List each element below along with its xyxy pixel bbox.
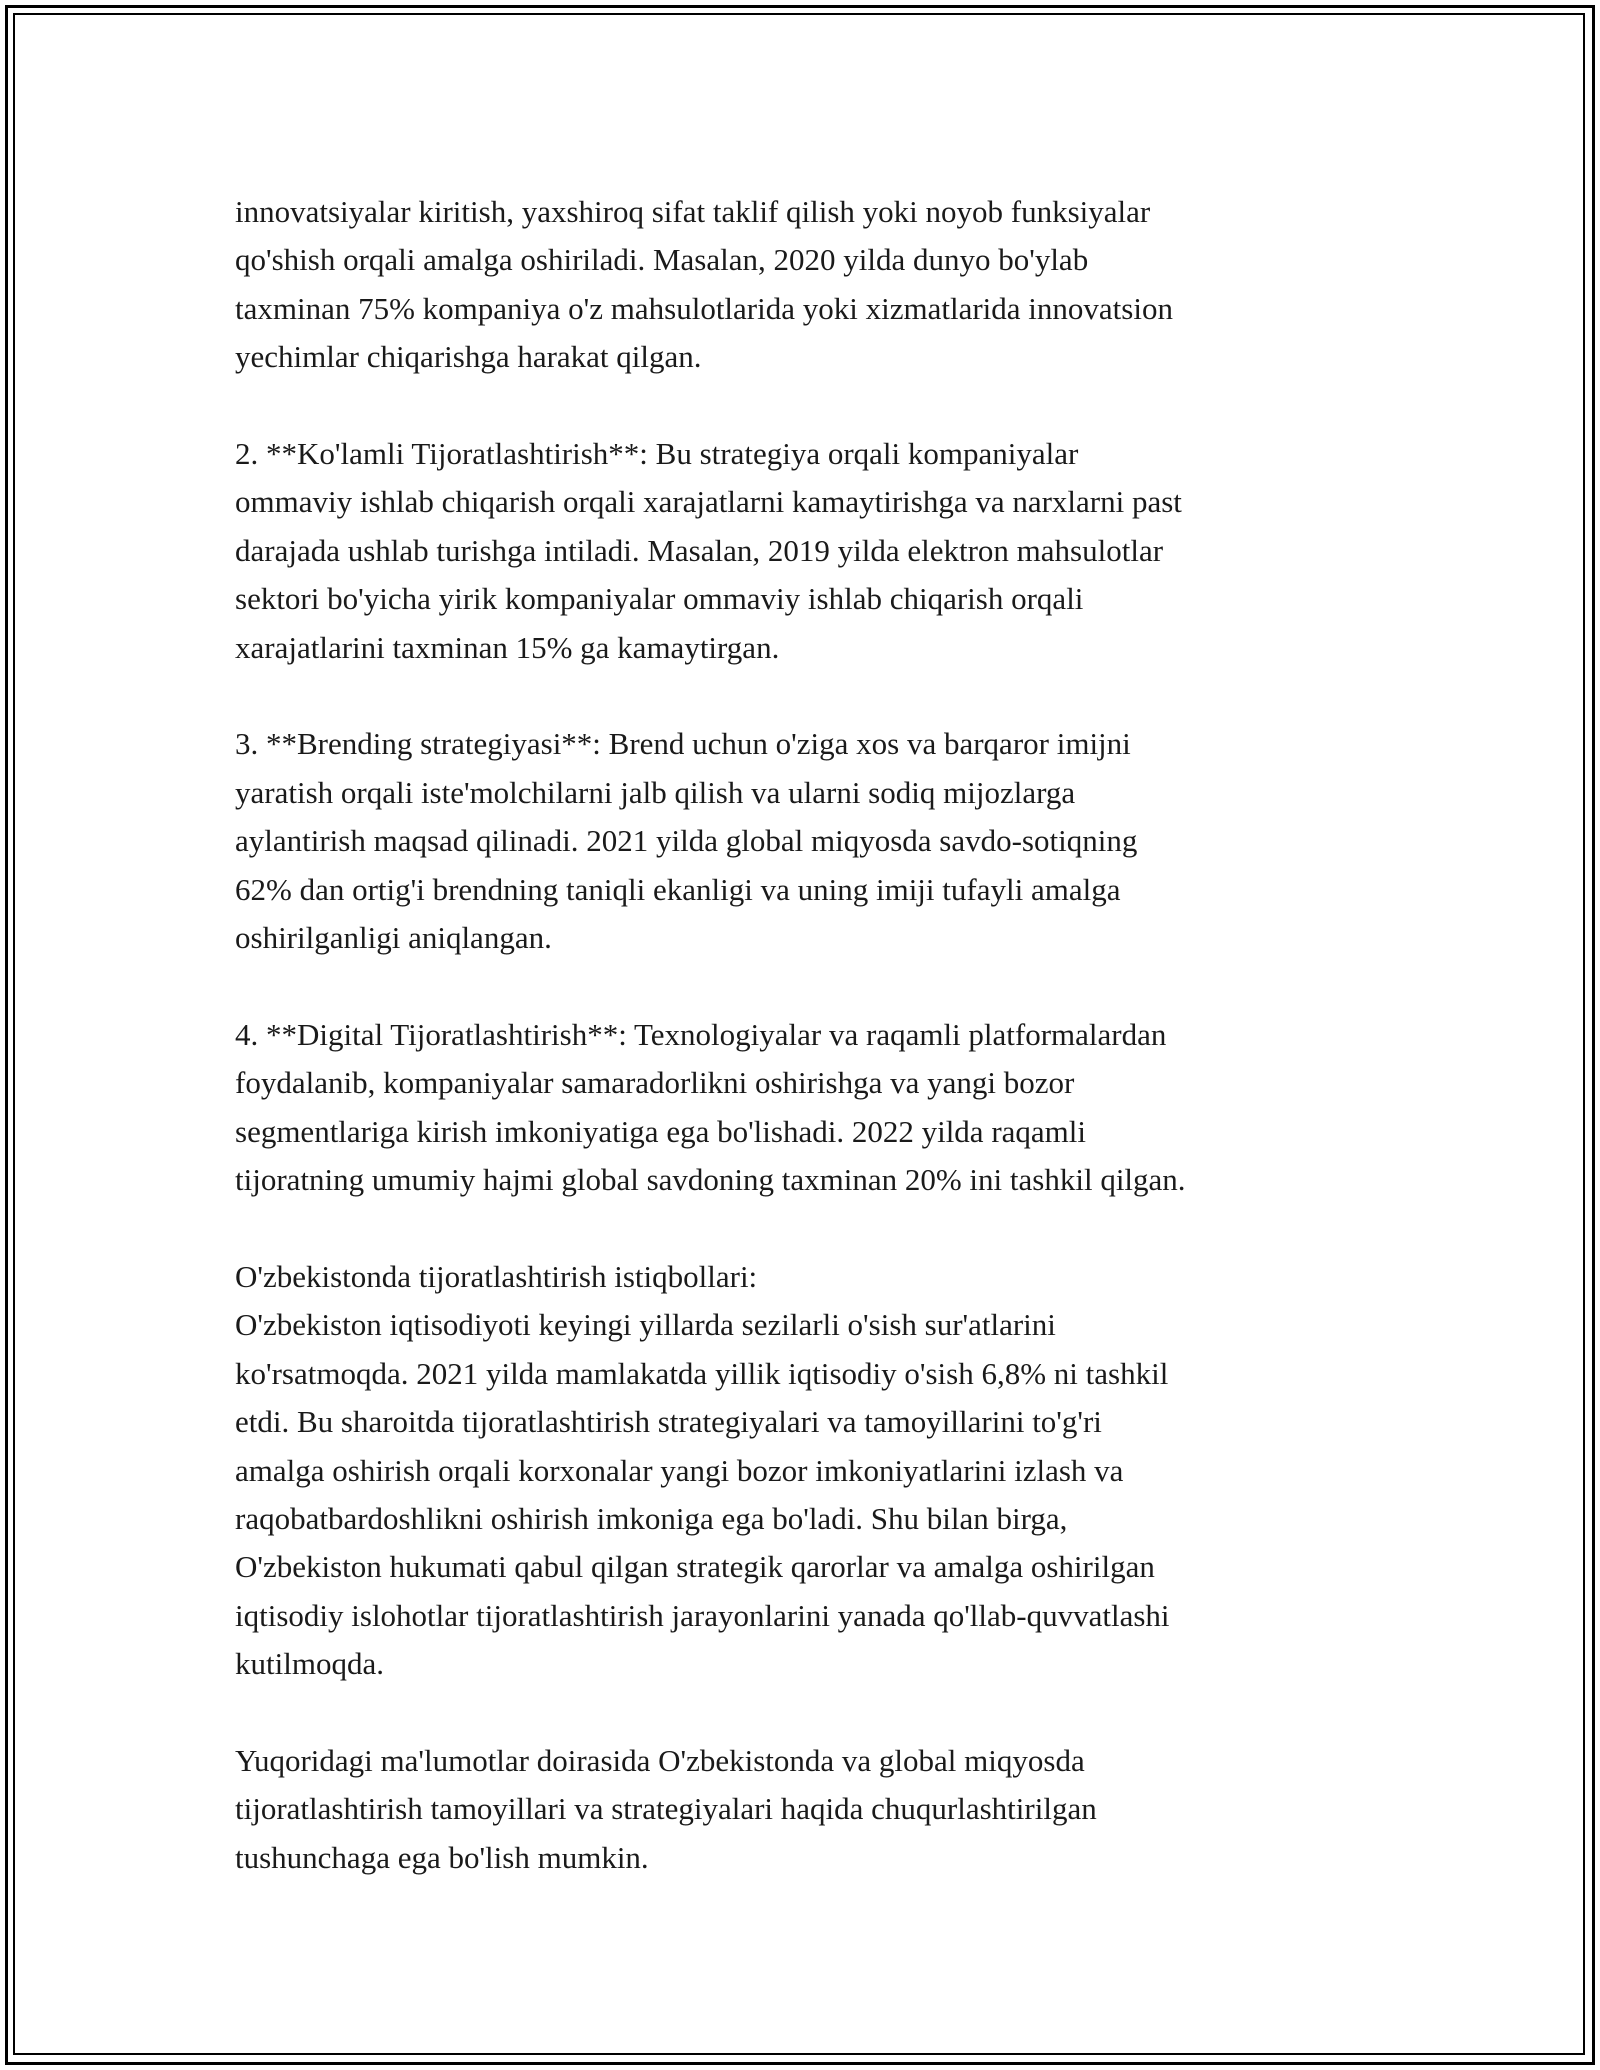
paragraph-scale-commercialization	[235, 430, 1385, 672]
text-line: tijoratning umumiy hajmi global savdoning taxminan 20% ini tashkil qilgan.	[235, 1162, 1186, 1198]
paragraph-digital-commercialization	[235, 1011, 1385, 1205]
text-line: 62% dan ortig'i brendning taniqli ekanligi va uning imiji tufayli amalga	[235, 871, 1121, 907]
text-line: darajada ushlab turishga intiladi. Masalan, 2019 yilda elektron mahsulotlar	[235, 532, 1164, 568]
text-line: O'zbekiston iqtisodiyoti keyingi yillarda sezilarli o'sish sur'atlarini	[235, 1307, 1056, 1343]
text-line: Yuqoridagi ma'lumotlar doirasida O'zbekistonda va global miqyosda	[235, 1742, 1085, 1778]
text-line: ommaviy ishlab chiqarish orqali xarajatlarni kamaytirishga va narxlarni past	[235, 484, 1182, 520]
text-line: 3. **Brending strategiyasi**: Brend uchun o'ziga xos va barqaror imijni	[235, 726, 1131, 762]
paragraph-branding-strategy	[235, 720, 1385, 962]
text-line: aylantirish maqsad qilinadi. 2021 yilda global miqyosda savdo-sotiqning	[235, 823, 1138, 859]
text-line: iqtisodiy islohotlar tijoratlashtirish jarayonlarini yanada qo'llab-quvvatlashi	[235, 1597, 1170, 1633]
text-line: raqobatbardoshlikni oshirish imkoniga ega bo'ladi. Shu bilan birga,	[235, 1500, 1068, 1536]
text-line: O'zbekistonda tijoratlashtirish istiqbollari:	[235, 1258, 758, 1294]
text-line: qo'shish orqali amalga oshiriladi. Masalan, 2020 yilda dunyo bo'ylab	[235, 242, 1089, 278]
paragraph-uzbekistan-prospects	[235, 1253, 1385, 1689]
text-line: sektori bo'yicha yirik kompaniyalar ommaviy ishlab chiqarish orqali	[235, 581, 1084, 617]
document-body	[235, 188, 1385, 1882]
text-line: kutilmoqda.	[235, 1646, 384, 1682]
text-line: tushunchaga ega bo'lish mumkin.	[235, 1839, 649, 1875]
text-line: oshirilganligi aniqlangan.	[235, 920, 552, 956]
text-line: taxminan 75% kompaniya o'z mahsulotlarida yoki xizmatlarida innovatsion	[235, 290, 1173, 326]
text-line: yaratish orqali iste'molchilarni jalb qilish va ularni sodiq mijozlarga	[235, 774, 1076, 810]
text-line: amalga oshirish orqali korxonalar yangi bozor imkoniyatlarini izlash va	[235, 1452, 1124, 1488]
paragraph-conclusion	[235, 1737, 1385, 1882]
text-line: 2. **Ko'lamli Tijoratlashtirish**: Bu strategiya orqali kompaniyalar	[235, 436, 1079, 472]
text-line: segmentlariga kirish imkoniyatiga ega bo'lishadi. 2022 yilda raqamli	[235, 1113, 1087, 1149]
text-line: etdi. Bu sharoitda tijoratlashtirish strategiyalari va tamoyillarini to'g'ri	[235, 1404, 1102, 1440]
text-line: 4. **Digital Tijoratlashtirish**: Texnologiyalar va raqamli platformalardan	[235, 1016, 1167, 1052]
text-line: foydalanib, kompaniyalar samaradorlikni oshirishga va yangi bozor	[235, 1065, 1075, 1101]
paragraph-innovation-continued	[235, 188, 1385, 382]
text-line: xarajatlarini taxminan 15% ga kamaytirgan.	[235, 629, 780, 665]
text-line: O'zbekiston hukumati qabul qilgan strategik qarorlar va amalga oshirilgan	[235, 1549, 1155, 1585]
text-line: innovatsiyalar kiritish, yaxshiroq sifat taklif qilish yoki noyob funksiyalar	[235, 194, 1151, 229]
text-line: yechimlar chiqarishga harakat qilgan.	[235, 339, 702, 375]
text-line: ko'rsatmoqda. 2021 yilda mamlakatda yillik iqtisodiy o'sish 6,8% ni tashkil	[235, 1355, 1169, 1391]
text-line: tijoratlashtirish tamoyillari va strategiyalari haqida chuqurlashtirilgan	[235, 1791, 1097, 1827]
